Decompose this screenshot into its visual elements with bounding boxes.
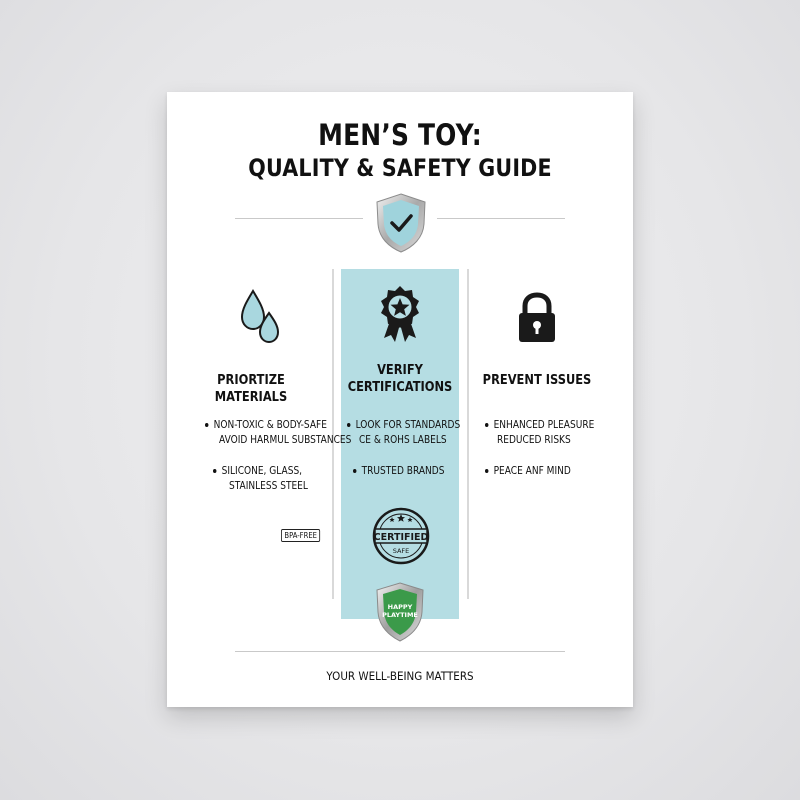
stamp-main-text: CERTIFIED bbox=[373, 532, 429, 543]
title-divider-left bbox=[235, 218, 363, 219]
heading-line: VERIFY bbox=[377, 363, 423, 378]
bullet-item-continuation: REDUCED RISKS bbox=[497, 434, 571, 446]
bullet-text: NON-TOXIC & BODY-SAFE bbox=[213, 419, 327, 431]
bullet-text: TRUSTED BRANDS bbox=[361, 465, 445, 477]
bullet-item bbox=[347, 418, 460, 432]
shield-text-line1: HAPPY bbox=[387, 603, 413, 611]
title-divider-right bbox=[437, 218, 565, 219]
bullet-dot bbox=[213, 469, 216, 473]
column-divider-right bbox=[467, 269, 469, 599]
bullet-text: ENHANCED PLEASURE bbox=[493, 419, 595, 431]
bullet-dot bbox=[205, 423, 208, 427]
bullet-text: LOOK FOR STANDARDS bbox=[355, 419, 461, 431]
poster-title-line2: QUALITY & SAFETY GUIDE bbox=[248, 154, 552, 182]
bullet-item bbox=[485, 418, 594, 432]
column-heading-prevent-issues: PREVENT ISSUES bbox=[482, 373, 592, 388]
shield-text-line2: PLAYTIME bbox=[382, 611, 418, 619]
bullet-dot bbox=[353, 469, 356, 473]
column-heading-certifications bbox=[345, 362, 456, 396]
padlock-icon bbox=[515, 292, 559, 346]
bullet-item bbox=[205, 418, 327, 432]
bullet-text: PEACE ANF MIND bbox=[493, 465, 571, 477]
certified-safe-stamp bbox=[371, 506, 431, 566]
water-drops-icon bbox=[237, 287, 285, 347]
bullet-text: SILICONE, GLASS, bbox=[221, 465, 303, 477]
bullet-item bbox=[213, 464, 302, 478]
bullet-item bbox=[353, 464, 445, 478]
bullet-item-continuation: CE & ROHS LABELS bbox=[359, 434, 447, 446]
bullet-item bbox=[485, 464, 571, 478]
bullet-item-continuation: STAINLESS STEEL bbox=[229, 480, 308, 492]
guide-poster bbox=[167, 92, 633, 707]
footer-divider bbox=[235, 651, 565, 652]
shield-check-icon bbox=[373, 192, 429, 254]
column-heading-materials: PRIORTIZE MATERIALS bbox=[214, 373, 288, 405]
stamp-sub-text: SAFE bbox=[392, 547, 410, 555]
bullet-dot bbox=[485, 469, 488, 473]
footer-tagline: YOUR WELL-BEING MATTERS bbox=[326, 669, 474, 683]
bullet-item-continuation: AVOID HARMUL SUBSTANCES bbox=[219, 434, 352, 446]
heading-line: CERTIFICATIONS bbox=[347, 380, 453, 395]
bpa-free-badge: BPA-FREE bbox=[281, 529, 320, 542]
bullet-dot bbox=[347, 423, 350, 427]
happy-playtime-shield-icon bbox=[373, 581, 427, 643]
award-ribbon-icon bbox=[374, 284, 426, 344]
poster-title-line1: MEN’S TOY: bbox=[318, 118, 482, 152]
bullet-dot bbox=[485, 423, 488, 427]
